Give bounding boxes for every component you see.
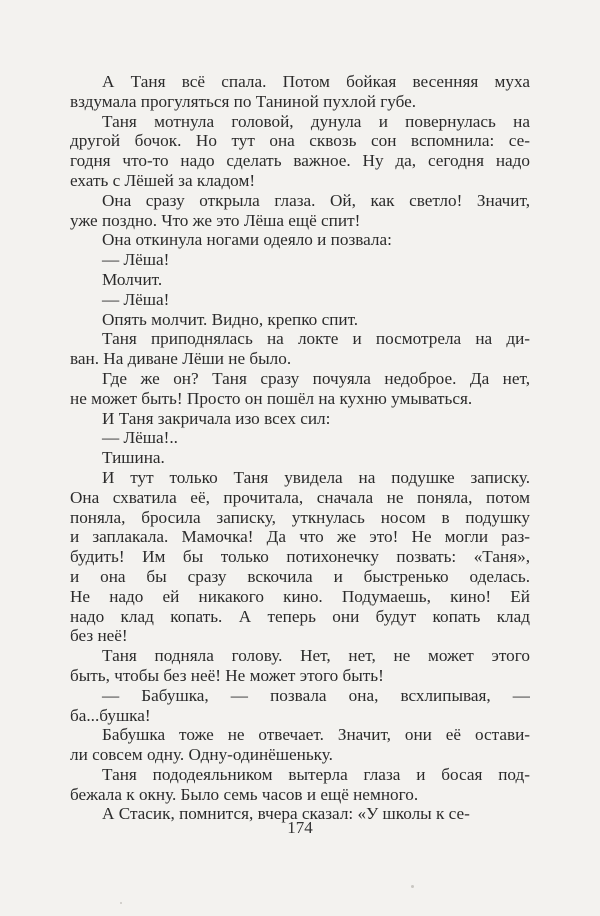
text-line: и она бы сразу вскочила и быстренько оделась. [70,566,530,586]
paragraph [70,646,530,686]
paragraph [70,448,530,468]
paragraph [70,369,530,409]
body-text [70,72,530,824]
text-line: — Лёша!.. [102,428,178,448]
paper-speck [411,885,414,888]
text-line: надо клад копать. А теперь они будут копать клад [70,606,530,626]
text-line: Она откинула ногами одеяло и позвала: [102,230,392,250]
text-line: Где же он? Таня сразу почуяла недоброе. Да нет, [102,368,530,388]
text-line: ван. На диване Лёши не было. [70,349,292,369]
paragraph [70,290,530,310]
text-line: ба...бушка! [70,705,151,725]
text-line: и заплакала. Мамочка! Да что же это! Не могли раз- [70,527,530,547]
paragraph [70,191,530,231]
text-line: другой бочок. Но тут она сквозь сон вспомнила: се- [70,131,530,151]
text-line: поняла, бросила записку, уткнулась носом в подушку [70,507,530,527]
paragraph [70,468,530,646]
text-line: Она схватила её, прочитала, сначала не поняла, потом [70,487,530,507]
text-line: — Бабушка, — позвала она, всхлипывая, — [102,685,530,705]
text-line: А Стасик, помнится, вчера сказал: «У школы к се- [102,804,470,824]
text-line: И Таня закричала изо всех сил: [102,408,331,428]
text-line: Таня мотнула головой, дунула и повернулась на [102,111,530,131]
text-line: Таня пододеяльником вытерла глаза и босая под- [102,764,530,784]
text-line: годня что-то надо сделать важное. Ну да, сегодня надо [70,151,530,171]
text-line: будить! Им бы только потихонечку позвать: «Таня», [70,547,530,567]
page-number: 174 [287,818,313,837]
text-line: вздумала прогуляться по Таниной пухлой губе. [70,91,417,111]
text-line: Таня подняла голову. Нет, нет, не может этого [102,646,530,666]
paragraph [70,725,530,765]
paper-speck [120,902,122,904]
paragraph [70,72,530,112]
text-line: — Лёша! [102,250,170,270]
text-line: ли совсем одну. Одну-одинёшеньку. [70,745,333,765]
text-line: — Лёша! [102,289,170,309]
paragraph [70,230,530,250]
paragraph [70,686,530,726]
paragraph [70,409,530,429]
text-line: Таня приподнялась на локте и посмотрела на ди- [102,329,530,349]
paragraph [70,270,530,290]
text-line: без неё! [70,626,128,646]
paragraph [70,250,530,270]
paragraph [70,310,530,330]
text-line: И тут только Таня увидела на подушке записку. [102,467,530,487]
text-line: не может быть! Просто он пошёл на кухню умываться. [70,388,473,408]
text-line: Она сразу открыла глаза. Ой, как светло! Значит, [102,190,530,210]
text-line: Не надо ей никакого кино. Подумаешь, кино! Ей [70,586,530,606]
text-line: Бабушка тоже не отвечает. Значит, они её остави- [102,725,530,745]
paragraph [70,428,530,448]
paragraph [70,765,530,805]
text-line: ехать с Лёшей за кладом! [70,170,256,190]
text-line: уже поздно. Что же это Лёша ещё спит! [70,210,361,230]
text-line: А Таня всё спала. Потом бойкая весенняя муха [102,72,530,91]
paragraph [70,329,530,369]
text-line: Опять молчит. Видно, крепко спит. [102,309,359,329]
text-line: бежала к окну. Было семь часов и ещё немного. [70,784,419,804]
text-line: Молчит. [102,269,163,289]
paragraph [70,112,530,191]
text-line: быть, чтобы без неё! Не может этого быть! [70,665,384,685]
text-line: Тишина. [102,448,165,468]
